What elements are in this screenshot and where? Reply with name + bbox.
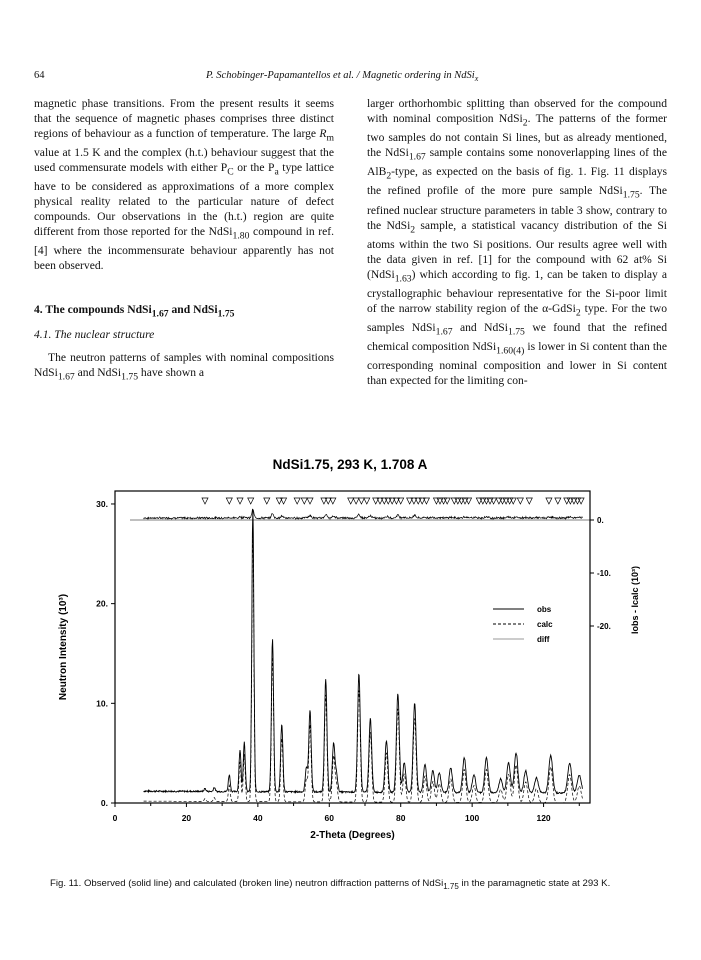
- y-tick-label: 30.: [96, 498, 108, 509]
- page-number: 64: [34, 70, 45, 81]
- x-tick-label: 80: [395, 813, 406, 823]
- reflection-marker: [226, 498, 232, 504]
- x-tick-label: 0: [112, 813, 118, 823]
- legend-label-obs: obs: [537, 605, 552, 614]
- right-tick-label: 0.: [597, 516, 604, 525]
- x-tick-label: 20: [181, 813, 192, 823]
- reflection-marker: [307, 498, 313, 504]
- right-tick-label: -10.: [597, 569, 611, 578]
- y-axis-label: Neutron Intensity (10³): [58, 593, 69, 701]
- y-tick-label: 0.: [100, 798, 108, 808]
- figure-caption: Fig. 11. Observed (solid line) and calculated (broken line) neutron diffraction patterns of NdSi$_{1.75}$ in the paramagnetic state at 293 K.: [50, 878, 611, 891]
- section-title: 4. The compounds NdSi$_{1.67}$ and NdSi$_{1.75}$: [34, 302, 235, 320]
- right-axis-label: Iobs - Icalc (10³): [630, 565, 640, 635]
- x-tick-label: 120: [536, 813, 551, 823]
- left-column: [34, 97, 334, 385]
- reflection-marker: [348, 498, 354, 504]
- reflection-marker: [264, 498, 270, 504]
- reflection-marker: [353, 498, 359, 504]
- diffraction-chart: [0, 452, 701, 862]
- reflection-marker: [517, 498, 523, 504]
- x-tick-label: 60: [324, 813, 335, 823]
- chart-title: NdSi1.75, 293 K, 1.708 A: [272, 457, 428, 472]
- legend-label-calc: calc: [537, 620, 553, 629]
- reflection-marker: [364, 498, 370, 504]
- reflection-marker: [237, 498, 243, 504]
- reflection-marker: [546, 498, 552, 504]
- reflection-marker: [248, 498, 254, 504]
- obs-curve: [144, 509, 583, 793]
- left-para-1: magnetic phase transitions. From the present results it seems that the sequence of magnetic phases comprises three distinct regions of behaviour as a function of temperature. The large $R_m$ value at 1.5 K and the complex (h.t.) behaviour suggest that the used commensurate models with either $P_C$ or the $P_a$ type lattice have to be considered as approximations of a more complex physical reality related to the particular nature of defect compounds. Our observations in the (h.t.) region are quite different from those reported for the NdSi$_{1.80}$ compound in ref. [4] where the incommensurate behaviour apparently has not been observed.: [34, 97, 334, 272]
- plot-frame: [115, 491, 590, 803]
- reflection-marker: [301, 498, 307, 504]
- running-title: P. Schobinger-Papamantellos et al. / Magnetic ordering in NdSi$_x$: [206, 70, 479, 84]
- legend-label-diff: diff: [537, 635, 550, 644]
- right-para-1: larger orthorhombic splitting than observed for the compound with nominal composition NdSi$_2$. The patterns of the former two samples do not contain Si lines, but as already mentioned, the NdSi$_{1.67}$ sample contains some nonoverlapping lines of the AlB$_2$-type, as expected on the basis of fig. 1. Fig. 11 displays the refined profile of the more pure sample NdSi$_{1.75}$. The refined nuclear structure parameters in table 3 show, contrary to the NdSi$_2$ sample, a statistical vacancy distribution of the Si atoms within the two Si positions. Our results agree well with the data given in ref. [1] for the compound with 62 at% Si (NdSi$_{1.63}$) which according to fig. 1, can be taken to display a crystallographic behaviour representative for the Si-poor limit of the narrow stability region of the α-GdSi$_2$ type. For the two samples NdSi$_{1.67}$ and NdSi$_{1.75}$ we found that the refined chemical composition NdSi$_{1.60(4)}$ is lower in Si content than the corresponding nominal composition and lower in Si content than expected for the limiting con-: [367, 97, 668, 388]
- x-tick-label: 40: [253, 813, 263, 823]
- y-tick-label: 20.: [96, 598, 108, 609]
- x-tick-label: 100: [465, 813, 480, 823]
- left-para-2: The neutron patterns of samples with nominal compositions NdSi$_{1.67}$ and NdSi$_{1.75}$ have shown a: [34, 351, 334, 383]
- figure-11: [0, 452, 701, 862]
- diff-curve: [144, 509, 583, 519]
- right-column: [367, 97, 667, 389]
- y-tick-label: 10.: [96, 698, 108, 709]
- subsection-title: 4.1. The nuclear structure: [34, 328, 155, 342]
- reflection-marker: [294, 498, 300, 504]
- calc-curve: [144, 534, 583, 803]
- reflection-marker: [358, 498, 364, 504]
- reflection-marker: [555, 498, 561, 504]
- x-axis-label: 2-Theta (Degrees): [310, 830, 395, 841]
- right-tick-label: -20.: [597, 622, 611, 631]
- reflection-marker: [526, 498, 532, 504]
- reflection-marker: [202, 498, 208, 504]
